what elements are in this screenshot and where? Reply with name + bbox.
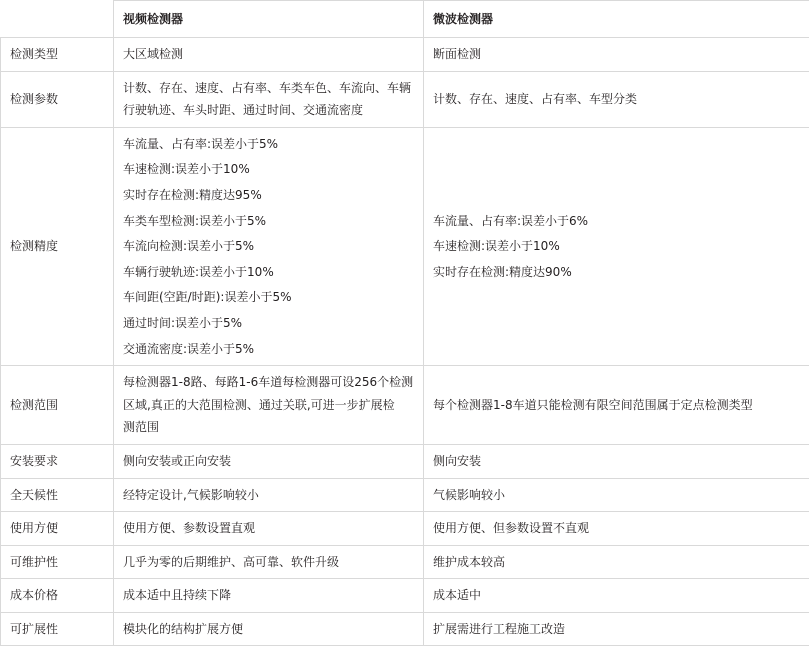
row-label-detection-type: 检测类型 xyxy=(1,38,114,72)
cell-video-detection-range xyxy=(114,366,424,445)
cell-microwave-all-weather xyxy=(424,478,809,512)
table-row xyxy=(1,366,809,445)
cell-line: 使用方便、参数设置直观 xyxy=(123,519,414,538)
row-label-cost: 成本价格 xyxy=(1,579,114,613)
table-header-row xyxy=(1,1,809,38)
cell-microwave-ease-of-use xyxy=(424,512,809,546)
cell-line: 计数、存在、速度、占有率、车型分类 xyxy=(433,90,800,109)
table-row xyxy=(1,71,809,127)
table-row xyxy=(1,127,809,365)
cell-line: 车类车型检测:误差小于5% xyxy=(123,212,414,231)
cell-line: 车速检测:误差小于10% xyxy=(123,160,414,179)
cell-microwave-detection-accuracy xyxy=(424,127,809,365)
cell-video-scalability xyxy=(114,612,424,646)
cell-microwave-maintainability xyxy=(424,545,809,579)
cell-microwave-detection-type xyxy=(424,38,809,72)
cell-video-detection-params xyxy=(114,71,424,127)
cell-line: 车流量、占有率:误差小于5% xyxy=(123,135,414,154)
cell-microwave-detection-range xyxy=(424,366,809,445)
table-row xyxy=(1,478,809,512)
header-video-detector: 视频检测器 xyxy=(114,1,424,38)
cell-microwave-installation xyxy=(424,444,809,478)
header-microwave-detector: 微波检测器 xyxy=(424,1,809,38)
cell-video-maintainability xyxy=(114,545,424,579)
cell-line: 车流量、占有率:误差小于6% xyxy=(433,212,800,231)
cell-video-ease-of-use xyxy=(114,512,424,546)
cell-line: 测范围 xyxy=(123,418,414,437)
cell-video-detection-accuracy xyxy=(114,127,424,365)
cell-line: 模块化的结构扩展方便 xyxy=(123,620,414,639)
cell-video-cost xyxy=(114,579,424,613)
table-row xyxy=(1,579,809,613)
row-label-detection-range: 检测范围 xyxy=(1,366,114,445)
cell-line: 车辆行驶轨迹:误差小于10% xyxy=(123,263,414,282)
cell-video-detection-type xyxy=(114,38,424,72)
cell-line: 每个检测器1-8车道只能检测有限空间范围属于定点检测类型 xyxy=(433,396,800,415)
cell-line: 几乎为零的后期维护、高可靠、软件升级 xyxy=(123,553,414,572)
cell-line: 侧向安装或正向安装 xyxy=(123,452,414,471)
cell-line: 经特定设计,气候影响较小 xyxy=(123,486,414,505)
cell-microwave-cost xyxy=(424,579,809,613)
table-row xyxy=(1,444,809,478)
cell-line: 车速检测:误差小于10% xyxy=(433,237,800,256)
cell-line: 断面检测 xyxy=(433,45,800,64)
table-row xyxy=(1,545,809,579)
row-label-all-weather: 全天候性 xyxy=(1,478,114,512)
cell-line: 使用方便、但参数设置不直观 xyxy=(433,519,800,538)
row-label-scalability: 可扩展性 xyxy=(1,612,114,646)
cell-video-all-weather xyxy=(114,478,424,512)
table-row xyxy=(1,612,809,646)
cell-line: 行驶轨迹、车头时距、通过时间、交通流密度 xyxy=(123,101,414,120)
row-label-maintainability: 可维护性 xyxy=(1,545,114,579)
cell-line: 成本适中 xyxy=(433,586,800,605)
cell-line: 每检测器1-8路、每路1-6车道每检测器可设256个检测 xyxy=(123,373,414,392)
cell-line: 气候影响较小 xyxy=(433,486,800,505)
row-label-detection-accuracy: 检测精度 xyxy=(1,127,114,365)
cell-line: 侧向安装 xyxy=(433,452,800,471)
cell-video-installation xyxy=(114,444,424,478)
row-label-ease-of-use: 使用方便 xyxy=(1,512,114,546)
cell-line: 扩展需进行工程施工改造 xyxy=(433,620,800,639)
cell-line: 车间距(空距/时距):误差小于5% xyxy=(123,288,414,307)
cell-microwave-scalability xyxy=(424,612,809,646)
header-blank xyxy=(1,1,114,38)
cell-line: 通过时间:误差小于5% xyxy=(123,314,414,333)
cell-line: 实时存在检测:精度达95% xyxy=(123,186,414,205)
cell-line: 实时存在检测:精度达90% xyxy=(433,263,800,282)
cell-line: 车流向检测:误差小于5% xyxy=(123,237,414,256)
cell-line: 维护成本较高 xyxy=(433,553,800,572)
cell-line: 交通流密度:误差小于5% xyxy=(123,340,414,359)
cell-line: 计数、存在、速度、占有率、车类车色、车流向、车辆 xyxy=(123,79,414,98)
cell-microwave-detection-params xyxy=(424,71,809,127)
row-label-detection-params: 检测参数 xyxy=(1,71,114,127)
cell-line: 大区域检测 xyxy=(123,45,414,64)
table-row xyxy=(1,38,809,72)
table-row xyxy=(1,512,809,546)
row-label-installation: 安装要求 xyxy=(1,444,114,478)
cell-line: 区域,真正的大范围检测、通过关联,可进一步扩展检 xyxy=(123,396,414,415)
cell-line: 成本适中且持续下降 xyxy=(123,586,414,605)
